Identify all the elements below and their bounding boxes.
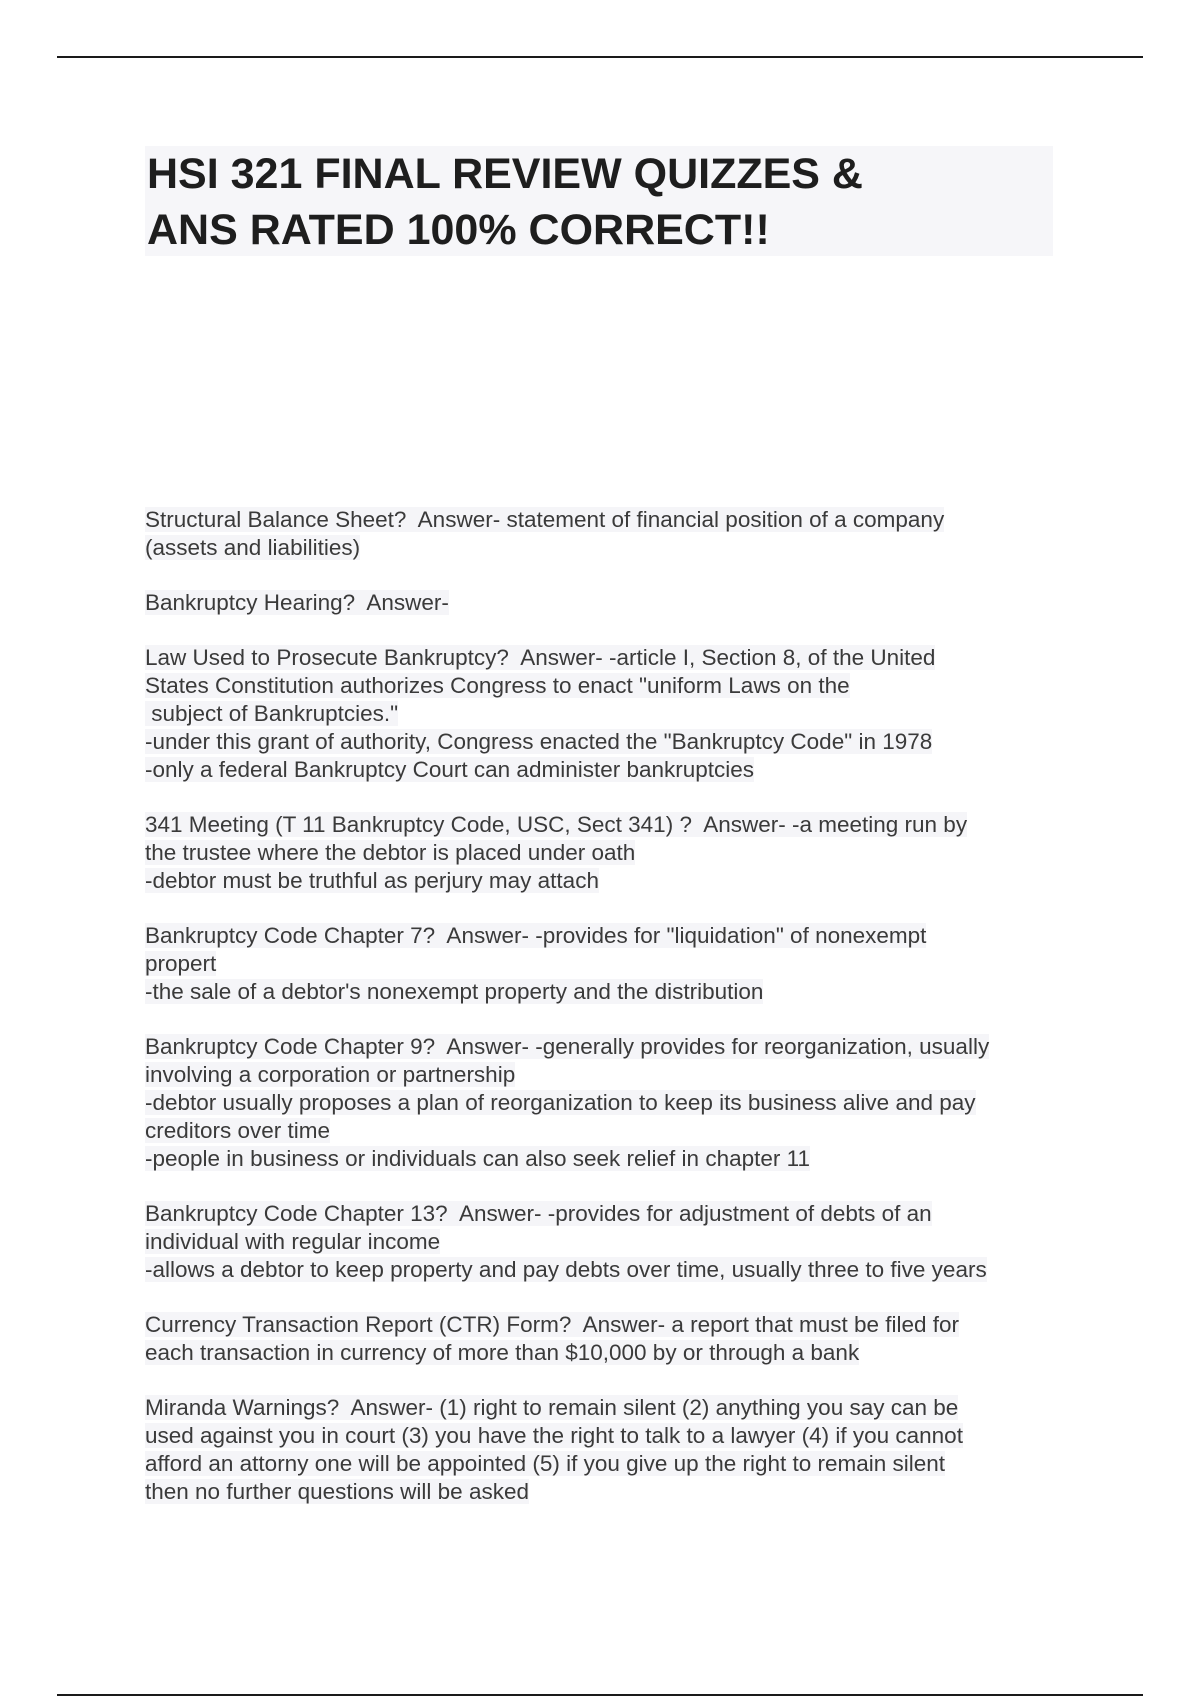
qa-item <box>145 1394 1065 1506</box>
qa-list <box>145 506 1065 1533</box>
qa-line-text: Bankruptcy Code Chapter 9? Answer- -generally provides for reorganization, usually <box>145 1034 990 1059</box>
qa-line-text: involving a corporation or partnership <box>145 1062 516 1087</box>
qa-line <box>145 1256 1065 1284</box>
qa-line <box>145 1033 1065 1061</box>
qa-line <box>145 1478 1065 1506</box>
document-title: HSI 321 FINAL REVIEW QUIZZES & ANS RATED 100% CORRECT!! <box>147 150 863 254</box>
qa-line <box>145 811 1065 839</box>
qa-item <box>145 1033 1065 1173</box>
qa-line-text: Miranda Warnings? Answer- (1) right to remain silent (2) anything you say can be <box>145 1395 959 1420</box>
qa-line-text: -allows a debtor to keep property and pay debts over time, usually three to five years <box>145 1257 987 1282</box>
qa-line-text: States Constitution authorizes Congress to enact "uniform Laws on the <box>145 673 850 698</box>
qa-line <box>145 1061 1065 1089</box>
qa-line <box>145 1450 1065 1478</box>
qa-line-text: (assets and liabilities) <box>145 535 361 560</box>
qa-line-text: Law Used to Prosecute Bankruptcy? Answer- -article I, Section 8, of the United <box>145 645 936 670</box>
qa-line <box>145 1311 1065 1339</box>
qa-line-text: creditors over time <box>145 1118 331 1143</box>
qa-line-text: Currency Transaction Report (CTR) Form? Answer- a report that must be filed for <box>145 1312 960 1337</box>
qa-line-text: individual with regular income <box>145 1229 441 1254</box>
qa-line <box>145 1145 1065 1173</box>
qa-line <box>145 1394 1065 1422</box>
qa-item <box>145 506 1065 562</box>
qa-line <box>145 1089 1065 1117</box>
qa-line-text: Bankruptcy Hearing? Answer- <box>145 590 449 615</box>
qa-line <box>145 839 1065 867</box>
qa-line-text: then no further questions will be asked <box>145 1479 529 1504</box>
qa-line <box>145 922 1065 950</box>
qa-line-text: Structural Balance Sheet? Answer- statement of financial position of a company <box>145 507 945 532</box>
top-divider <box>57 56 1143 58</box>
qa-line <box>145 756 1065 784</box>
qa-line-text: -debtor usually proposes a plan of reorganization to keep its business alive and pay <box>145 1090 976 1115</box>
qa-line <box>145 672 1065 700</box>
title-block <box>145 146 1053 256</box>
qa-item <box>145 922 1065 1006</box>
qa-line <box>145 978 1065 1006</box>
qa-line <box>145 589 1065 617</box>
qa-line <box>145 1117 1065 1145</box>
qa-line-text: -under this grant of authority, Congress enacted the "Bankruptcy Code" in 1978 <box>145 729 933 754</box>
qa-line-text: the trustee where the debtor is placed under oath <box>145 840 636 865</box>
qa-line <box>145 506 1065 534</box>
qa-line-text: -debtor must be truthful as perjury may attach <box>145 868 599 893</box>
qa-line-text: used against you in court (3) you have the right to talk to a lawyer (4) if you cannot <box>145 1423 963 1448</box>
qa-line-text: each transaction in currency of more than $10,000 by or through a bank <box>145 1340 860 1365</box>
qa-item <box>145 811 1065 895</box>
qa-line-text: -the sale of a debtor's nonexempt property and the distribution <box>145 979 764 1004</box>
qa-line <box>145 644 1065 672</box>
qa-line <box>145 1339 1065 1367</box>
qa-line <box>145 1200 1065 1228</box>
qa-line-text: -only a federal Bankruptcy Court can administer bankruptcies <box>145 757 755 782</box>
qa-item <box>145 1200 1065 1284</box>
qa-line-text: 341 Meeting (T 11 Bankruptcy Code, USC, Sect 341) ? Answer- -a meeting run by <box>145 812 968 837</box>
qa-line <box>145 1422 1065 1450</box>
qa-item <box>145 1311 1065 1367</box>
qa-line-text: afford an attorny one will be appointed (5) if you give up the right to remain silent <box>145 1451 946 1476</box>
qa-line <box>145 534 1065 562</box>
qa-item <box>145 644 1065 784</box>
qa-line <box>145 950 1065 978</box>
qa-line-text: propert <box>145 951 217 976</box>
qa-line <box>145 1228 1065 1256</box>
qa-line-text: subject of Bankruptcies." <box>145 701 399 726</box>
qa-line <box>145 867 1065 895</box>
qa-line-text: Bankruptcy Code Chapter 13? Answer- -provides for adjustment of debts of an <box>145 1201 932 1226</box>
qa-item <box>145 589 1065 617</box>
qa-line <box>145 700 1065 728</box>
qa-line <box>145 728 1065 756</box>
qa-line-text: Bankruptcy Code Chapter 7? Answer- -provides for "liquidation" of nonexempt <box>145 923 927 948</box>
bottom-divider <box>57 1694 1143 1696</box>
qa-line-text: -people in business or individuals can also seek relief in chapter 11 <box>145 1146 810 1171</box>
